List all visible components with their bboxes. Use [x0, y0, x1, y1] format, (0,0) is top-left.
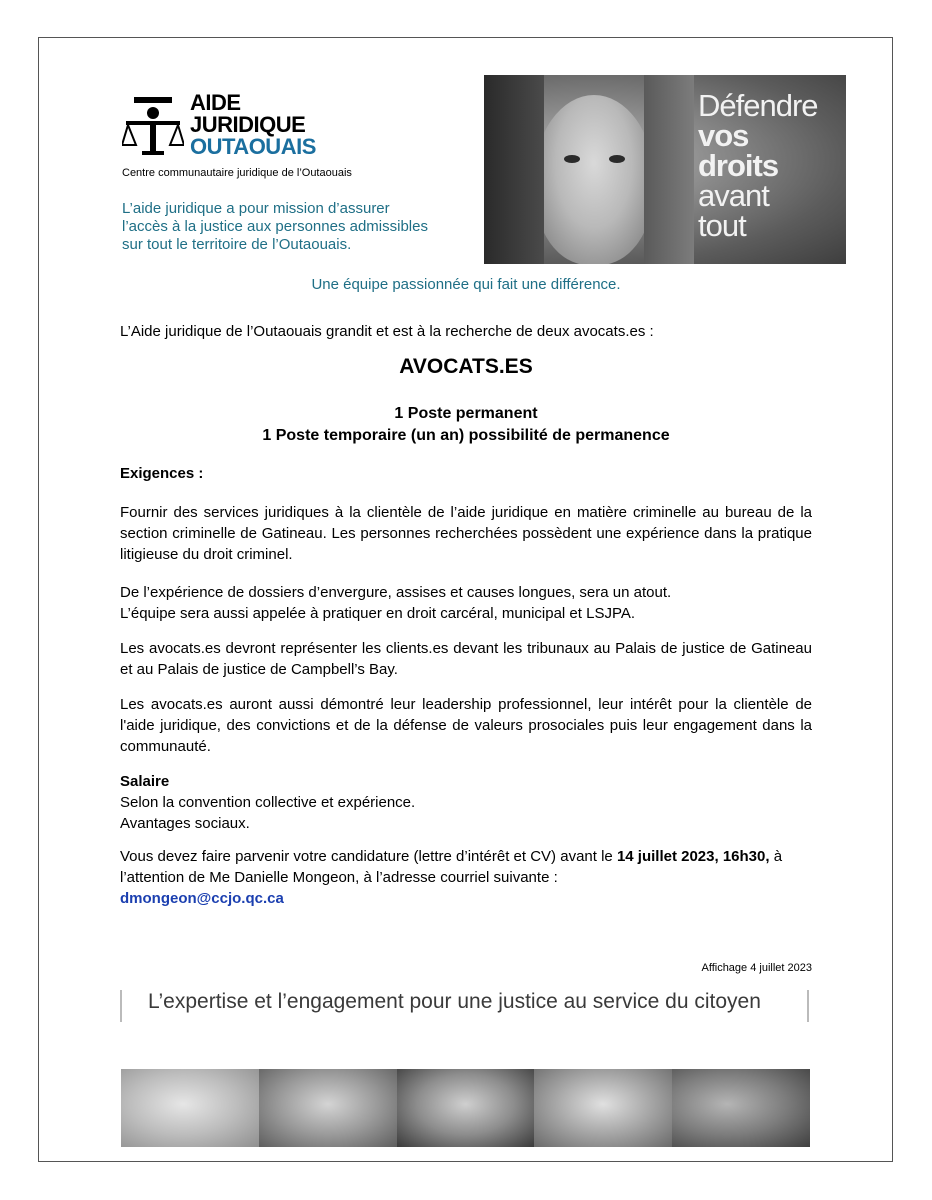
hero-hair-left: [484, 75, 544, 264]
scales-of-justice-icon: [122, 95, 184, 157]
mission-statement: [122, 200, 472, 254]
requirements-paragraph-2b: L’équipe sera aussi appelée à pratiquer en droit carcéral, municipal et LSJPA.: [120, 605, 636, 622]
positions: [0, 403, 932, 447]
salary-section: [120, 771, 812, 834]
photo-elderly-woman: [121, 1069, 259, 1147]
hero-eye-right: [609, 155, 625, 163]
apply-deadline: 14 juillet 2023, 16h30,: [616, 848, 770, 865]
salary-line-1: Selon la convention collective et expérience.: [120, 794, 416, 811]
hero-slogan: [698, 88, 818, 243]
logo-line-2: JURIDIQUE: [190, 112, 306, 137]
photo-young-woman: [672, 1069, 810, 1147]
mission-line-1: L’aide juridique a pour mission d’assurer: [122, 200, 390, 217]
motto: Une équipe passionnée qui fait une différence.: [311, 276, 621, 293]
logo-wordmark: [190, 92, 316, 158]
position-temporary: 1 Poste temporaire (un an) possibilité de permanence: [262, 427, 670, 444]
logo-line-3: OUTAOUAIS: [190, 134, 316, 159]
apply-text-1: Vous devez faire parvenir votre candidature (lettre d’intérêt et CV) avant le: [120, 848, 617, 865]
salary-line-2: Avantages sociaux.: [120, 815, 250, 832]
slogan-line-3: droits: [698, 148, 779, 183]
requirements-paragraph-2: [120, 582, 812, 624]
salary-heading: Salaire: [120, 773, 170, 790]
mission-line-3: sur tout le territoire de l’Outaouais.: [122, 236, 352, 253]
photo-girl: [397, 1069, 535, 1147]
posting-date: Affichage 4 juillet 2023: [701, 962, 812, 974]
hero-eye-left: [564, 155, 580, 163]
slogan-line-5: tout: [698, 208, 746, 243]
intro-text: L’Aide juridique de l’Outaouais grandit et est à la recherche de deux avocats.es :: [120, 323, 654, 340]
slogan-line-4: avant: [698, 178, 769, 213]
position-permanent: 1 Poste permanent: [394, 405, 538, 422]
photo-strip: [121, 1069, 810, 1147]
slogan-line-2: vos: [698, 118, 749, 153]
requirements-heading: Exigences :: [120, 465, 204, 482]
hero-face: [534, 95, 654, 264]
requirements-paragraph-2a: De l’expérience de dossiers d’envergure, assises et causes longues, sera un atout.: [120, 584, 672, 601]
slogan-line-1: Défendre: [698, 88, 818, 123]
requirements-paragraph-1: Fournir des services juridiques à la clientèle de l’aide juridique en matière criminelle au bureau de la section criminelle de Gatineau. Les personnes recherchées possèdent une expérience dans la pratique litigieuse du droit criminel.: [120, 504, 812, 563]
apply-text-2: à l’attention de Me Danielle Mongeon, à l’adresse courriel suivante :: [120, 848, 783, 886]
hero-photo: [484, 75, 846, 264]
hero-hair-right: [644, 75, 694, 264]
page-title: AVOCATS.ES: [399, 355, 533, 378]
tagline-banner: [120, 990, 809, 1022]
mission-line-2: l’accès à la justice aux personnes admissibles: [122, 218, 428, 235]
requirements-paragraph-3: Les avocats.es devront représenter les clients.es devant les tribunaux au Palais de justice de Gatineau et au Palais de justice de Campbell’s Bay.: [120, 640, 812, 678]
photo-older-man: [534, 1069, 672, 1147]
application-instructions: [120, 846, 812, 909]
logo-subtitle: Centre communautaire juridique de l’Outaouais: [122, 167, 352, 179]
requirements-paragraph-4: Les avocats.es auront aussi démontré leur leadership professionnel, leur intérêt pour la clientèle de l'aide juridique, des convictions et de la défense de valeurs prosociales puis leur engagement dans la communauté.: [120, 696, 812, 755]
photo-teen-boy: [259, 1069, 397, 1147]
contact-email-link[interactable]: dmongeon@ccjo.qc.ca: [120, 890, 284, 907]
tagline-text: L’expertise et l’engagement pour une justice au service du citoyen: [148, 990, 761, 1013]
logo-line-1: AIDE: [190, 90, 241, 115]
